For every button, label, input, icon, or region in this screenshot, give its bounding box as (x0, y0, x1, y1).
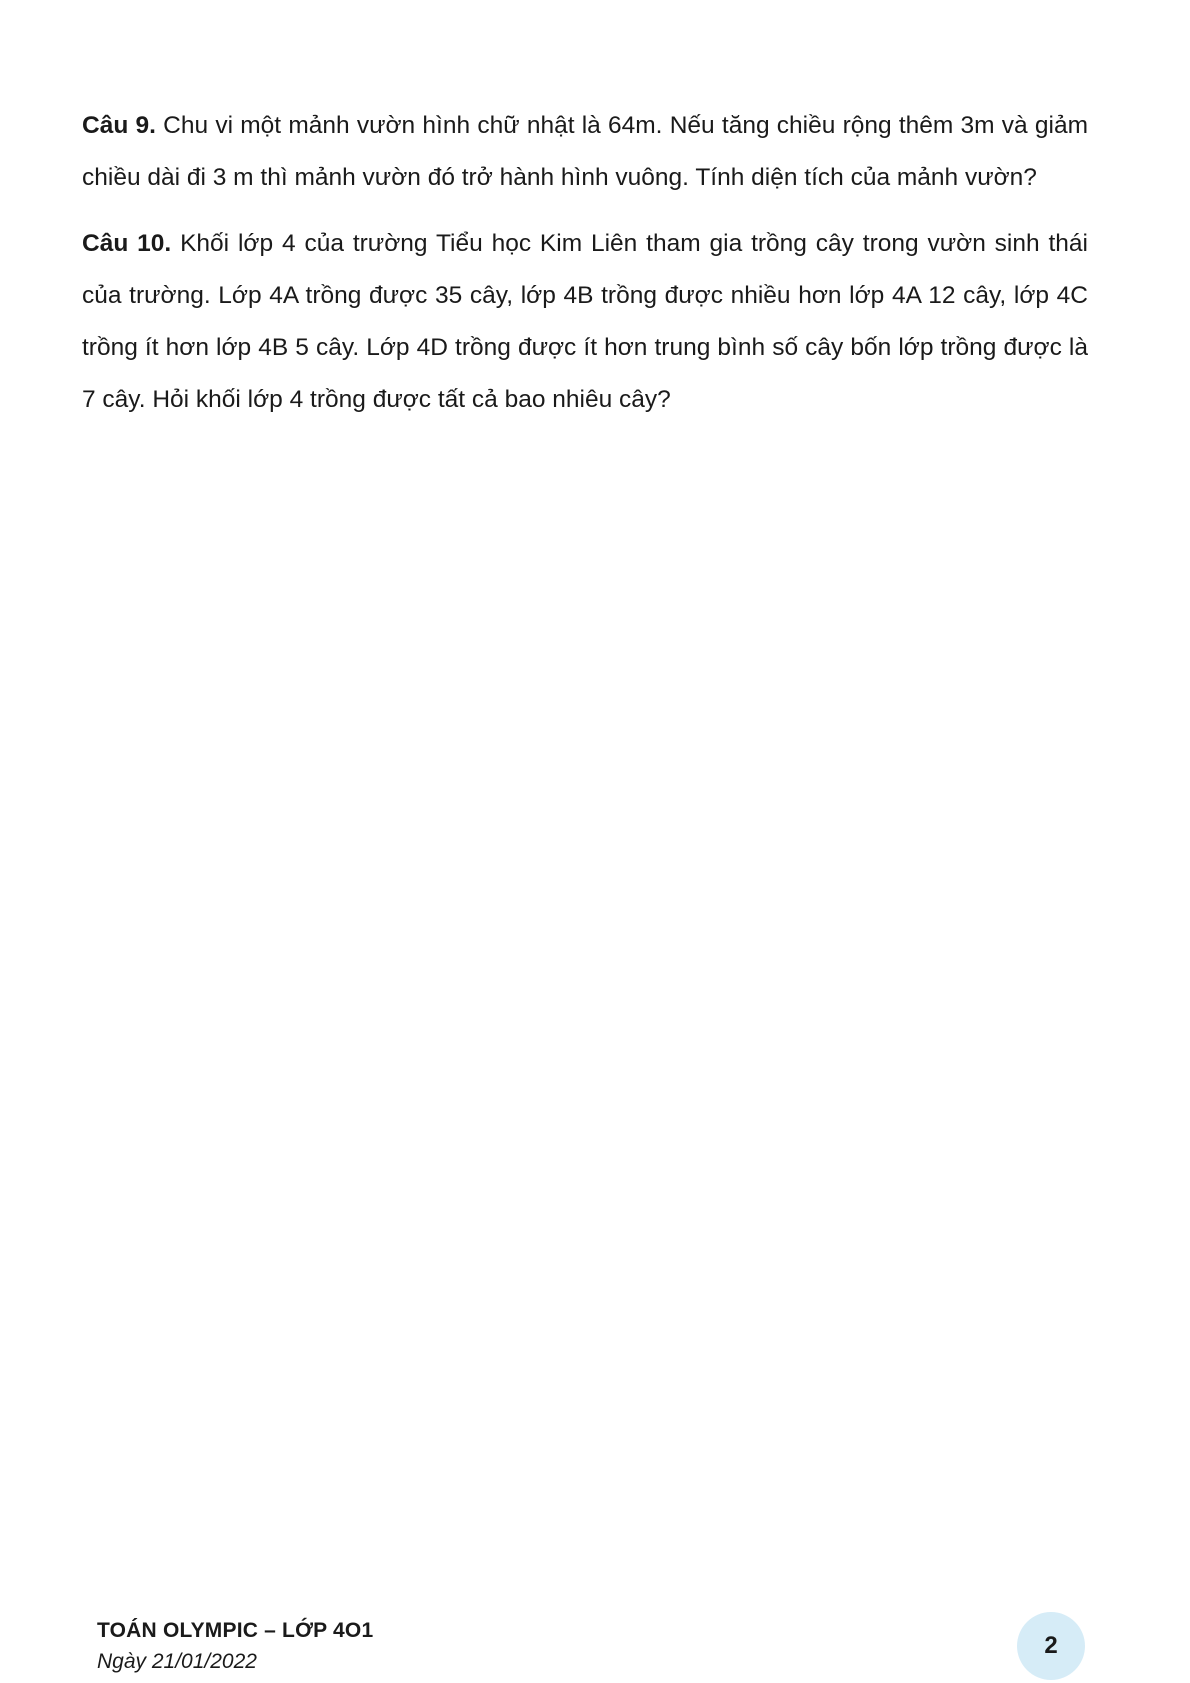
question-text: Khối lớp 4 của trường Tiểu học Kim Liên tham gia trồng cây trong vườn sinh thái của trường. Lớp 4A trồng được 35 cây, lớp 4B trồng được nhiều hơn lớp 4A 12 cây, lớp 4C trồng ít hơn lớp 4B 5 cây. Lớp 4D trồng được ít hơn trung bình số cây bốn lớp trồng được là 7 cây. Hỏi khối lớp 4 trồng được tất cả bao nhiêu cây? (82, 230, 1088, 413)
footer-title: TOÁN OLYMPIC – LỚP 4O1 (97, 1619, 374, 1642)
page-footer (97, 1617, 1097, 1677)
question-10 (82, 218, 1088, 426)
footer-date: Ngày 21/01/2022 (97, 1650, 257, 1673)
page-number-badge: 2 (1017, 1612, 1085, 1680)
question-list (82, 100, 1088, 440)
question-label: Câu 9. (82, 112, 156, 139)
question-label: Câu 10. (82, 230, 172, 257)
question-text: Chu vi một mảnh vườn hình chữ nhật là 64m. Nếu tăng chiều rộng thêm 3m và giảm chiều dài đi 3 m thì mảnh vườn đó trở hành hình vuông. Tính diện tích của mảnh vườn? (82, 112, 1089, 191)
question-9 (82, 100, 1088, 204)
